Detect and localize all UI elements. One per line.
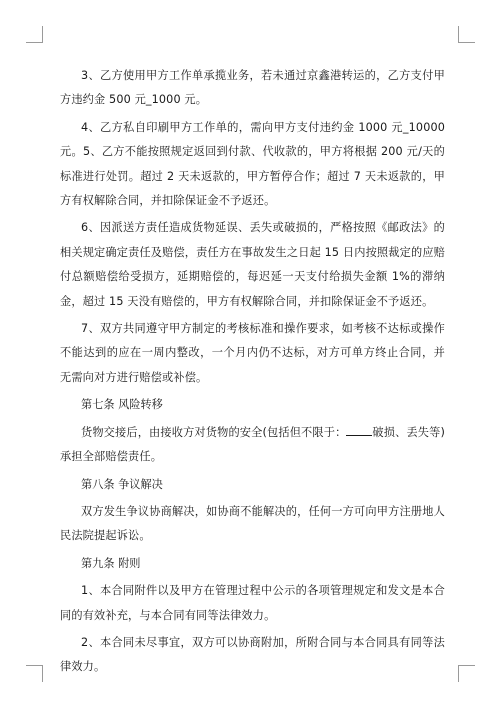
paragraph-clause-7: 7、双方共同遵守甲方制定的考核标准和操作要求，如考核不达标或操作不能达到的应在一周内整改，一个月内仍不达标，对方可单方终止合同，并无需向对方进行赔偿或补偿。 <box>60 322 445 384</box>
paragraph-clause-4-5: 4、乙方私自印刷甲方工作单的，需向甲方支付违约金 1000 元_10000 元。5、乙方不能按照规定返回到付款、代收款的，甲方将根据 200 元/天的标准进行处罚。超过 2 天未返款的，甲方暂停合作；超过 7 天未返款的，甲方有权解除合同，并扣除保证金不予返还。 <box>60 120 445 208</box>
paragraph-annex-1: 1、本合同附件以及甲方在管理过程中公示的各项管理规定和发文是本合同的有效补充，与本合同有同等法律效力。 <box>60 584 445 622</box>
section-heading-article-7: 第七条 风险转移 <box>81 398 163 412</box>
crop-mark-bottom-left <box>26 665 43 682</box>
paragraph-risk-transfer <box>60 421 445 470</box>
paragraph-clause-6: 6、因派送方责任造成货物延误、丢失或破损的，严格按照《邮政法》的相关规定确定责任及赔偿，责任方在事故发生之日起 15 日内按照裁定的应赔付总额赔偿给受损方，延期赔偿的，每迟延一天支付给损失金额 1%的滞纳金，超过 15 天没有赔偿的，甲方有权解除合同，并扣除保证金不予返还。 <box>60 221 445 308</box>
paragraph-clause-3: 3、乙方使用甲方工作单承揽业务，若未通过京鑫港转运的，乙方支付甲方违约金 500 元_1000 元。 <box>60 69 445 107</box>
paragraph-annex-2: 2、本合同未尽事宜，双方可以协商附加，所附合同与本合同具有同等法律效力。 <box>60 635 445 674</box>
paragraph-dispute-resolution: 双方发生争议协商解决，如协商不能解决的，任何一方可向甲方注册地人民法院提起诉讼。 <box>60 504 445 543</box>
crop-mark-top-right <box>458 26 475 43</box>
fill-in-blank <box>346 424 372 436</box>
section-heading-article-9: 第九条 附则 <box>81 556 141 570</box>
crop-mark-top-left <box>26 26 43 43</box>
document-body <box>60 64 445 683</box>
crop-mark-bottom-right <box>458 665 475 682</box>
risk-transfer-text-end: 破损、丢失等)承担全部赔偿责任。 <box>60 425 446 464</box>
risk-transfer-text-start: 货物交接后，由接收方对货物的安全(包括但不限于： <box>81 425 347 439</box>
section-heading-article-8: 第八条 争议解决 <box>81 477 163 491</box>
